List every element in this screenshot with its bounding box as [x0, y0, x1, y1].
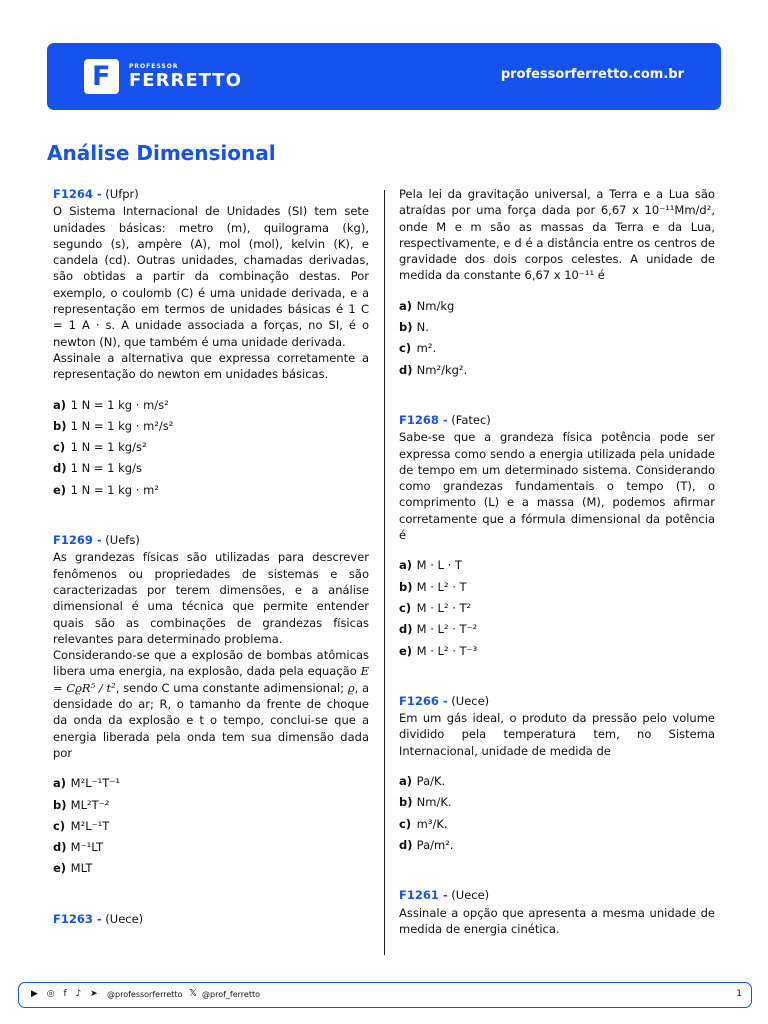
option-letter: b) — [53, 797, 67, 812]
logo-letter: F — [92, 61, 111, 92]
option-a[interactable] — [399, 557, 715, 573]
question-f1263-header — [53, 911, 369, 927]
logo-icon — [84, 59, 119, 94]
question-source: (Uece) — [105, 911, 144, 926]
option-c[interactable] — [53, 818, 369, 834]
option-letter: b) — [53, 418, 67, 433]
option-letter: b) — [399, 795, 413, 810]
option-letter: d) — [53, 461, 67, 476]
question-paragraph: Em um gás ideal, o produto da pressão pelo volume dividido pela temperatura tem, no Sistema Internacional, unidade de medida de — [399, 711, 715, 758]
question-header — [53, 532, 369, 548]
option-b[interactable] — [399, 319, 715, 335]
option-c[interactable] — [399, 816, 715, 832]
option-b[interactable] — [399, 794, 715, 810]
question-paragraph: Sabe-se que a grandeza física potência pode ser expressa como sendo a energia utilizada pela unidade de tempo em um determinado sistema. Considerando como grandezas fundamentais o tempo (T), o comprimento (L) e a massa (M), podemos afirmar corretamente que a fórmula dimensional da potência é — [399, 430, 715, 543]
option-letter: d) — [53, 840, 67, 855]
option-text: 1 N = 1 kg/s² — [70, 440, 147, 455]
question-source: (Ufpr) — [105, 187, 139, 201]
question-f1263-body — [399, 186, 715, 378]
option-letter: a) — [399, 298, 413, 313]
option-letter: b) — [399, 579, 413, 594]
option-a[interactable] — [399, 298, 715, 314]
option-letter: c) — [53, 440, 66, 455]
option-text: Nm/kg — [416, 298, 455, 313]
option-b[interactable] — [53, 418, 369, 434]
question-paragraph: Pela lei da gravitação universal, a Terra e a Lua são atraídas por uma força dada por 6,67 x 10⁻¹¹Mm/d², onde M e m são as massas da Terra e da Lua, respectivamente, e d é a distância entre os centros de gravidade dos dois corpos celestes. A unidade de medida da constante 6,67 x 10⁻¹¹ é — [399, 187, 715, 283]
question-source: (Uefs) — [105, 533, 140, 548]
question-f1268 — [399, 412, 715, 659]
option-a[interactable] — [53, 775, 369, 791]
option-text: Nm/K. — [416, 795, 452, 810]
option-e[interactable] — [53, 860, 369, 876]
option-a[interactable] — [53, 397, 369, 413]
option-text: M · L · T — [416, 558, 462, 573]
question-header — [53, 911, 369, 927]
question-paragraph: Assinale a opção que apresenta a mesma unidade de medida de energia cinética. — [399, 905, 715, 936]
option-letter: a) — [399, 774, 413, 789]
option-a[interactable] — [399, 773, 715, 789]
page-footer — [18, 982, 752, 1008]
option-text: M · L² · T⁻² — [416, 622, 478, 637]
option-c[interactable] — [53, 439, 369, 455]
social-icons[interactable]: ▶ ◎ f ♪ ➤ — [31, 989, 101, 999]
site-link[interactable]: professorferretto.com.br — [500, 67, 684, 82]
option-d[interactable] — [53, 839, 369, 855]
social-handle-x[interactable]: @prof_ferretto — [202, 990, 260, 999]
option-letter: c) — [399, 816, 412, 831]
question-f1269 — [53, 532, 369, 877]
option-b[interactable] — [53, 797, 369, 813]
question-id: F1264 - — [53, 187, 102, 201]
question-text-part: , a densidade do ar; R, o tamanho da frente de choque da onda da explosão e t o tempo, conclui-se que a energia liberada pela onda tem sua dimensão dada por — [53, 680, 370, 760]
option-text: m³/K. — [416, 816, 448, 831]
question-f1266 — [399, 693, 715, 853]
right-column — [399, 186, 715, 961]
option-d[interactable] — [399, 362, 715, 378]
question-text — [399, 186, 715, 284]
option-text: M²L⁻¹T — [70, 818, 110, 833]
option-text: M · L² · T² — [416, 600, 472, 615]
option-d[interactable] — [399, 621, 715, 637]
option-letter: e) — [399, 643, 413, 658]
question-header — [53, 186, 369, 202]
page-number: 1 — [736, 989, 742, 999]
question-header — [399, 412, 715, 428]
option-text: 1 N = 1 kg · m²/s² — [70, 418, 174, 433]
page-header — [47, 43, 721, 110]
option-letter: d) — [399, 837, 413, 852]
question-text — [399, 905, 715, 938]
question-f1264 — [53, 186, 369, 498]
rho-symbol: ϱ — [347, 680, 355, 695]
question-paragraph — [53, 647, 369, 761]
question-id: F1263 - — [53, 911, 102, 926]
option-d[interactable] — [53, 460, 369, 476]
option-c[interactable] — [399, 340, 715, 356]
question-source: (Fatec) — [451, 412, 491, 427]
option-text: M²L⁻¹T⁻¹ — [70, 776, 120, 791]
question-f1261 — [399, 887, 715, 937]
column-divider — [384, 190, 385, 955]
option-letter: a) — [53, 397, 67, 412]
left-column — [53, 186, 369, 951]
option-text: M⁻¹LT — [70, 840, 104, 855]
option-text: 1 N = 1 kg/s — [70, 461, 142, 476]
question-text — [53, 203, 369, 382]
option-letter: e) — [53, 482, 67, 497]
question-paragraph: O Sistema Internacional de Unidades (SI) tem sete unidades básicas: metro (m), quilograma (kg), segundo (s), ampère (A), mol (mol), kelvin (K), e candela (cd). Outras unidades, chamadas derivadas, são obtidas a partir da combinação destas. Por exemplo, o coulomb (C) é uma unidade derivada, e a representação em termos de unidades básicas é 1 C = 1 A · s. A unidade associada a forças, no SI, é o newton (N), que também é uma unidade derivada. — [53, 204, 369, 349]
page-title: Análise Dimensional — [47, 141, 276, 165]
option-letter: c) — [399, 600, 412, 615]
question-paragraph: Assinale a alternativa que expressa corretamente a representação do newton em unidades básicas. — [53, 350, 369, 382]
social-handle-main[interactable]: @professorferretto — [107, 990, 183, 999]
question-paragraph: As grandezas físicas são utilizadas para descrever fenômenos ou propriedades de sistemas e são caracterizadas por terem dimensões, e a análise dimensional é uma técnica que permite entender quais são as combinações de grandezas físicas relevantes para determinado problema. — [53, 550, 369, 646]
question-text — [53, 549, 369, 761]
option-text: Pa/m². — [416, 837, 454, 852]
question-text-part: , sendo C uma constante adimensional; — [115, 680, 345, 695]
question-text — [399, 429, 715, 543]
option-text: Nm²/kg². — [416, 362, 468, 377]
options-list — [399, 773, 715, 853]
option-e[interactable] — [53, 482, 369, 498]
option-text: 1 N = 1 kg · m² — [70, 482, 159, 497]
option-text: M · L² · T — [416, 579, 467, 594]
option-e[interactable] — [399, 643, 715, 659]
option-text: Pa/K. — [416, 774, 446, 789]
question-id: F1261 - — [399, 888, 448, 903]
question-id: F1269 - — [53, 533, 102, 548]
option-letter: a) — [53, 776, 67, 791]
question-header — [399, 887, 715, 903]
option-text: ML²T⁻² — [70, 797, 110, 812]
option-c[interactable] — [399, 600, 715, 616]
option-b[interactable] — [399, 579, 715, 595]
option-text: N. — [416, 320, 429, 335]
option-letter: d) — [399, 622, 413, 637]
options-list — [53, 775, 369, 876]
question-source: (Uece) — [451, 888, 490, 903]
option-text: M · L² · T⁻³ — [416, 643, 478, 658]
options-list — [399, 557, 715, 658]
question-id: F1268 - — [399, 412, 448, 427]
question-text-part: Considerando-se que a explosão de bombas atômicas libera uma energia, na explosão, dada pela equação — [53, 648, 369, 679]
option-letter: c) — [399, 341, 412, 356]
option-text: MLT — [70, 861, 93, 876]
options-list — [53, 397, 369, 498]
energy-equation: E = CϱR⁵ / t² — [53, 664, 369, 695]
option-letter: b) — [399, 320, 413, 335]
question-header — [399, 693, 715, 709]
question-text — [399, 710, 715, 759]
logo-prefix: PROFESSOR — [129, 63, 179, 70]
question-source: (Uece) — [451, 693, 490, 708]
option-text: m². — [416, 341, 437, 356]
x-icon[interactable]: 𝕏 — [189, 988, 198, 999]
question-id: F1266 - — [399, 693, 448, 708]
option-letter: e) — [53, 861, 67, 876]
option-letter: a) — [399, 558, 413, 573]
logo-name: FERRETTO — [129, 70, 242, 91]
options-list — [399, 298, 715, 378]
option-letter: d) — [399, 362, 413, 377]
option-letter: c) — [53, 818, 66, 833]
option-text: 1 N = 1 kg · m/s² — [70, 397, 169, 412]
option-d[interactable] — [399, 837, 715, 853]
